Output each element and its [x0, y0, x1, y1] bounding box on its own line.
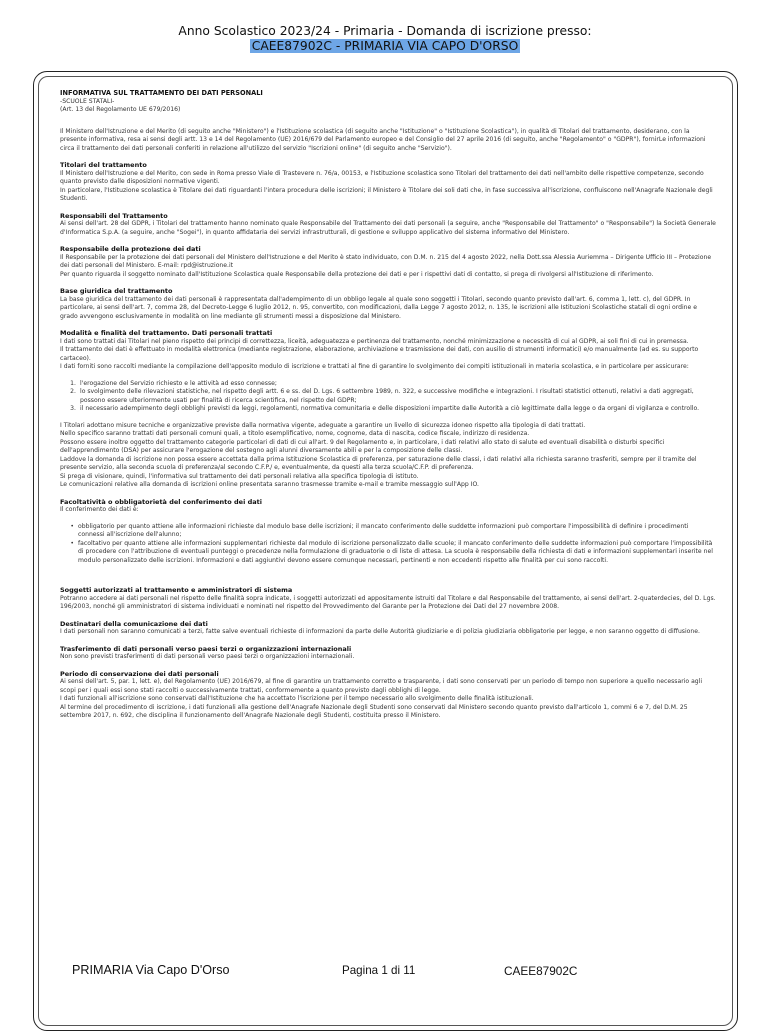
section-modalita-p3: I dati forniti sono raccolti mediante la compilazione dell'apposito modulo di iscrizione e trattati al fine di garantire lo svolgimento dei compiti istituzionali in materia scolastica, e in particolare per assicurare: — [60, 363, 689, 370]
bullet-text: obbligatorio per quanto attiene alle informazioni richieste dal modulo base delle iscrizioni; il mancato conferimento delle suddette informazioni può comportare l'impossibilità di definire i procedimenti connessi all'iscrizione dell'alunno; — [78, 522, 689, 538]
section-modalita-heading: Modalità e finalità del trattamento. Dati personali trattati — [60, 329, 273, 337]
section-rpd-p1: Il Responsabile per la protezione dei dati personali del Ministero dell'Istruzione e del Merito è stato individuato, con D.M. n. 215 del 4 agosto 2022, nella Dott.ssa Alessia Auriemma – Dirigente Ufficio III – Protezione dei dati personali del Ministero. E-mail: rpd@istruzione.it — [60, 253, 712, 269]
footer-school-code: CAEE87902C — [504, 964, 578, 978]
section-titolari-p1: Il Ministero dell'Istruzione e del Merito, con sede in Roma presso Viale di Trastevere n. 76/a, 00153, e l'Istituzione scolastica sono Titolari del trattamento dei dati nell'ambito delle rispettive competenze, secondo quanto previsto dalle disposizioni normative vigenti. — [60, 169, 704, 185]
bullet-item — [60, 540, 716, 566]
header-title: Anno Scolastico 2023/24 - Primaria - Domanda di iscrizione presso: — [178, 24, 592, 38]
section-facoltativita-p1: Il conferimento dei dati è: — [60, 506, 139, 513]
section-periodo-heading: Periodo di conservazione dei dati personali — [60, 669, 219, 678]
document-header — [0, 24, 770, 54]
section-base-p1: La base giuridica del trattamento dei dati personali è rappresentata dall'adempimento di un obbligo legale al quale sono soggetti i Titolari, secondo quanto previsto dall'art. 6, comma 1, lett. c), del GDPR. In particolare, ai sensi dell'art. 7, comma 28, del Decreto-Legge 6 luglio 2012, n. 95, convertito, con modificazioni, dalla Legge 7 agosto 2012, n. 135, le iscrizioni alle Istituzioni Scolastiche statali di ogni ordine e grado avvengono esclusivamente in modalità on line mediante gli strumenti messi a disposizione dal Ministero. — [60, 295, 697, 320]
section-periodo-p1: Ai sensi dell'art. 5, par. 1, lett. e), del Regolamento (UE) 2016/679, al fine di garantire un trattamento corretto e trasparente, i dati sono conservati per un periodo di tempo non superiore a quello necessario agli scopi per i quali essi sono stati raccolti o successivamente trattati, conformemente a quanto previsto dagli obblighi di legge. — [60, 678, 703, 694]
list-number: 1. — [70, 379, 76, 387]
section-titolari-p2: In particolare, l'Istituzione scolastica è Titolare dei dati riguardanti l'intera procedura delle iscrizioni; il Ministero è Titolare dei soli dati che, in fase successiva all'iscrizione, confluiscono nell'Anagrafe Nazionale degli Studenti. — [60, 186, 713, 202]
footer-school-name: PRIMARIA Via Capo D'Orso — [72, 963, 230, 977]
school-code-highlight[interactable]: CAEE87902C - PRIMARIA VIA CAPO D'ORSO — [251, 39, 519, 53]
section-base-heading: Base giuridica del trattamento — [60, 287, 173, 295]
section-trasferimento-heading: Trasferimento di dati personali verso paesi terzi o organizzazioni internazionali — [60, 644, 352, 653]
section-modalita-p6: Possono essere inoltre oggetto del trattamento categorie particolari di dati di cui all'art. 9 del Regolamento e, in particolare, i dati relativi allo stato di salute ed eventuali disabilità o disturbi specifici dell'apprendimento (DSA) per assicurare l'erogazione del sostegno agli alunni diversamente abili e per la composizione delle classi. — [60, 438, 665, 454]
section-soggetti-p1: Potranno accedere ai dati personali nel rispetto delle finalità sopra indicate, i soggetti autorizzati ed appositamente istruiti dal Titolare e dal Responsabile del trattamento, ai sensi dell'art. 2-quaterdecies, del D. Lgs. 196/2003, nonché gli amministratori di sistema individuati e nominati nel rispetto del Provvedimento del Garante per la Protezione dei Dati del 27 novembre 2008. — [60, 594, 716, 610]
section-destinatari-heading: Destinatari della comunicazione dei dati — [60, 619, 208, 628]
section-rpd-heading: Responsabile della protezione dei dati — [60, 245, 201, 253]
section-modalita-p2: Il trattamento dei dati è effettuato in modalità elettronica (mediante registrazione, elaborazione, archiviazione e trasmissione dei dati, con ausilio di strumenti informatici) e/o manualmente (ad es. su supporto cartaceo). — [60, 346, 699, 362]
list-text: il necessario adempimento degli obblighi previsti da leggi, regolamenti, normativa comunitaria e delle disposizioni impartite dalle Autorità a ciò legittimate dalla legge o da organi di vigilanza e controllo. — [80, 405, 700, 412]
list-item — [60, 405, 716, 414]
informativa-subtitle: -SCUOLE STATALI- — [60, 97, 115, 105]
section-soggetti-heading: Soggetti autorizzati al trattamento e amministratori di sistema — [60, 586, 293, 594]
list-text: l'erogazione del Servizio richiesto e le attività ad esso connesse; — [80, 379, 277, 387]
section-periodo-p2: I dati funzionali all'iscrizione sono conservati dall'Istituzione che ha accettato l'iscrizione per il tempo necessario allo svolgimento delle finalità istituzionali. — [60, 695, 534, 702]
section-modalita-p7: Laddove la domanda di iscrizione non possa essere accettata dalla prima Istituzione Scolastica di preferenza, per saturazione delle classi, i dati relativi alla richiesta saranno trasferiti, sempre per il tramite del presente servizio, alla seconda scuola di preferenza/al secondo C.F.P./ e, eventualmente, da questi alla terza scuola/C.F.P. di preferenza. — [60, 455, 697, 471]
bullet-text: facoltativo per quanto attiene alle informazioni supplementari richieste dal modulo di iscrizione personalizzato dalle scuole; il mancato conferimento delle suddette informazioni può comportare l'impossibilità di procedere con l'attribuzione di eventuali punteggi o precedenze nella formulazione di graduatorie o di liste di attesa. La scuola è responsabile della richiesta di dati e informazioni supplementari inserite nel modulo personalizzato delle iscrizioni. Informazioni e dati aggiuntivi devono essere comunque necessari, pertinenti e non eccedenti rispetto alle finalità per cui sono raccolti. — [78, 539, 713, 564]
section-rpd-p2: Per quanto riguarda il soggetto nominato dall'Istituzione Scolastica quale Responsabile della protezione dei dati e per i rispettivi dati di contatto, si prega di rivolgersi all'Istituzione di riferimento. — [60, 270, 654, 278]
informativa-reference: (Art. 13 del Regolamento UE 679/2016) — [60, 106, 181, 113]
section-titolari-heading: Titolari del trattamento — [60, 161, 147, 169]
section-modalita-p5: Nello specifico saranno trattati dati personali comuni quali, a titolo esemplificativo, nome, cognome, data di nascita, codice fiscale, indirizzo di residenza. — [60, 430, 530, 437]
informativa-title: INFORMATIVA SUL TRATTAMENTO DEI DATI PERSONALI — [60, 89, 263, 97]
section-trasferimento-p1: Non sono previsti trasferimenti di dati personali verso paesi terzi o organizzazioni internazionali. — [60, 653, 355, 660]
intro-paragraph: Il Ministero dell'Istruzione e del Merito (di seguito anche "Ministero") e l'Istituzione scolastica (di seguito anche "Istituzione" o "Istituzione Scolastica"), in qualità di Titolari del trattamento, desiderano, con la presente informativa, resa ai sensi degli artt. 13 e 14 del Regolamento (UE) 2016/679 del Parlamento europeo e del Consiglio del 27 aprile 2016 (di seguito, anche "Regolamento" o "GDPR"), fornirLe informazioni circa il trattamento dei dati personali conferiti in relazione all'utilizzo del servizio "Iscrizioni online" (di seguito anche "Servizio"). — [60, 127, 706, 152]
intro-block — [60, 89, 716, 115]
section-modalita-p8: Si prega di visionare, quindi, l'informativa sul trattamento dei dati personali relativa alla specifica tipologia di istituto. — [60, 472, 419, 480]
list-item — [60, 380, 716, 389]
section-periodo-p3: Al termine del procedimento di iscrizione, i dati funzionali alla gestione dell'Anagrafe Nazionale degli Studenti sono conservati dal Ministero secondo quanto previsto dall'articolo 1, commi 6 e 7, del D.M. 25 settembre 2017, n. 692, che disciplina il funzionamento dell'Anagrafe Nazionale degli Studenti, costituita presso il Ministero. — [60, 703, 688, 719]
footer-page-number: Pagina 1 di 11 — [342, 964, 416, 977]
list-number: 3. — [70, 405, 76, 412]
section-modalita-p4: I Titolari adottano misure tecniche e organizzative previste dalla normativa vigente, adeguate a garantire un livello di sicurezza idoneo rispetto alla tipologia di dati trattati. — [60, 421, 586, 429]
section-facoltativita-heading: Facoltatività o obbligatorietà del conferimento dei dati — [60, 497, 262, 506]
section-destinatari-p1: I dati personali non saranno comunicati a terzi, fatte salve eventuali richieste di informazioni da parte delle Autorità giudiziarie e di polizia giudiziaria obbligatorie per legge, e non saranno oggetto di diffusione. — [60, 628, 700, 635]
bullet-item — [60, 523, 716, 540]
list-text: lo svolgimento delle rilevazioni statistiche, nel rispetto degli artt. 6 e ss. del D. Lgs. 6 settembre 1989, n. 322, e successive modifiche e integrazioni. I risultati statistici ottenuti, relativi a dati aggregati, possono essere ulteriormente usati per finalità di ricerca scientifica, nel rispetto del GDPR; — [80, 388, 694, 404]
list-number: 2. — [70, 388, 76, 395]
bullet-dot-icon: • — [70, 539, 74, 547]
informativa-body — [60, 89, 716, 721]
section-modalita-p9: Le comunicazioni relative alla domanda di iscrizioni online presentata saranno trasmesse tramite e-mail e tramite messaggio sull'App IO. — [60, 481, 479, 488]
list-item — [60, 388, 716, 405]
section-responsabili-heading: Responsabili del Trattamento — [60, 211, 168, 220]
section-modalita-p1: I dati sono trattati dai Titolari nel pieno rispetto dei principi di correttezza, liceità, adeguatezza e pertinenza del trattamento, nonché minimizzazione e necessità di cui al GDPR, ai soli fini di cui in premessa. — [60, 337, 689, 345]
bullet-dot-icon: • — [70, 522, 74, 530]
section-responsabili-p1: Ai sensi dell'art. 28 del GDPR, i Titolari del trattamento hanno nominato quale Responsabile del Trattamento dei dati personali (a seguire, anche "Responsabile del Trattamento" o "Responsabile") la Società Generale d'Informatica S.p.A. (a seguire, anche "Sogei"), in quanto affidataria dei servizi infrastrutturali, di gestione e sviluppo applicativo del sistema informativo del Ministero. — [60, 220, 716, 236]
